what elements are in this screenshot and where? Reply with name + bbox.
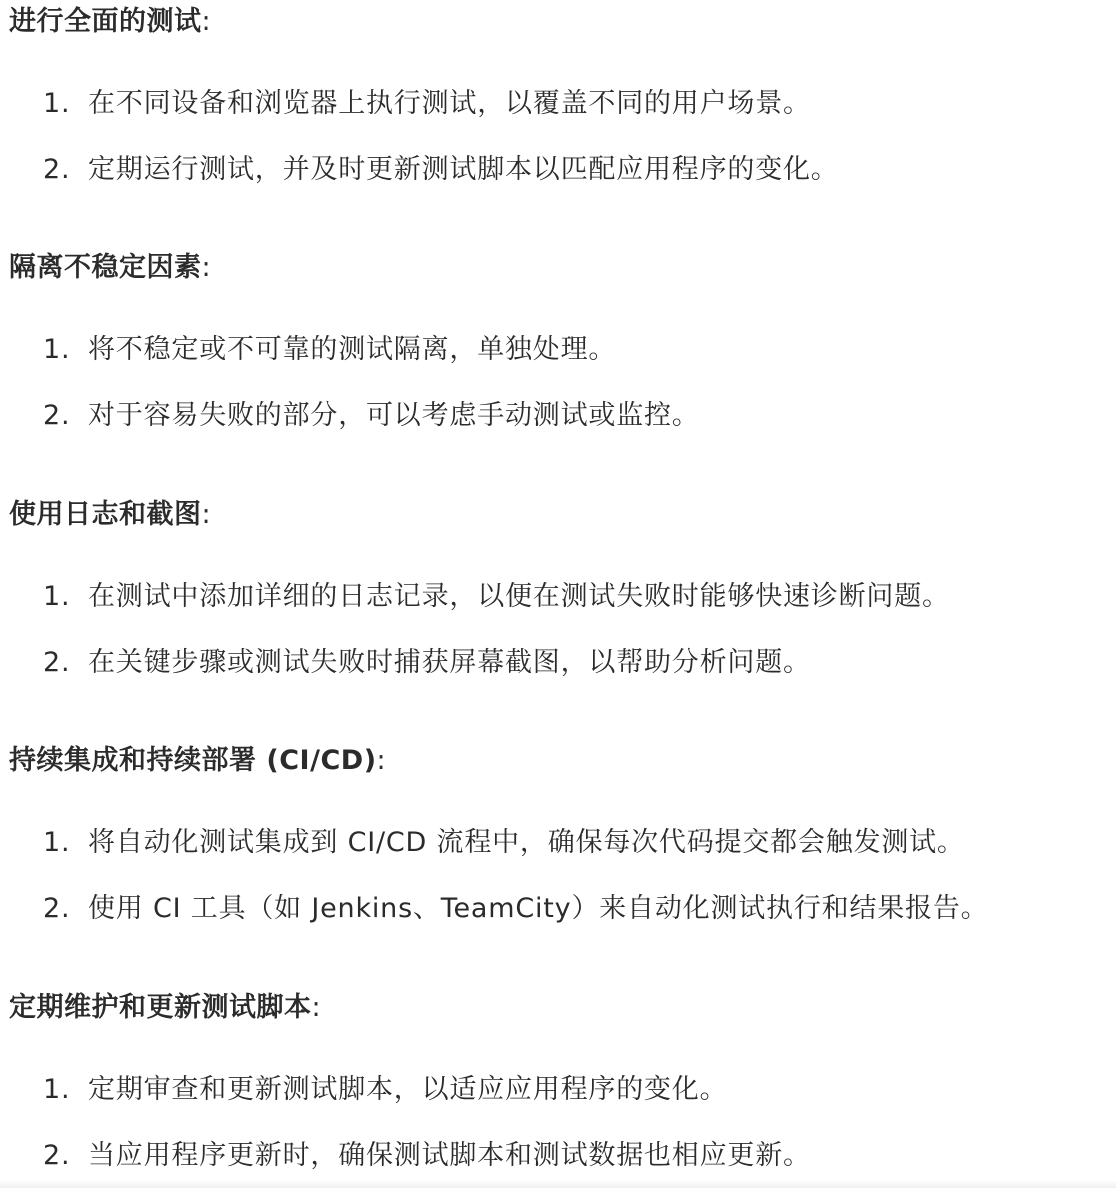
list-item: 2. 当应用程序更新时，确保测试脚本和测试数据也相应更新。 <box>43 1140 811 1171</box>
section-title: 定期维护和更新测试脚本: <box>9 992 322 1023</box>
section-comprehensive-testing <box>9 2 1109 185</box>
section-title: 进行全面的测试: <box>9 6 212 37</box>
section-maintain-scripts <box>9 988 1109 1171</box>
section-logs-screenshots <box>9 495 1109 678</box>
list-item: 1. 将不稳定或不可靠的测试隔离，单独处理。 <box>43 334 617 365</box>
section-title: 隔离不稳定因素: <box>9 252 212 283</box>
section-title: 使用日志和截图: <box>9 499 212 530</box>
bottom-edge-shadow <box>0 1180 1116 1188</box>
list-item: 1. 在不同设备和浏览器上执行测试，以覆盖不同的用户场景。 <box>43 88 811 119</box>
list-item: 2. 在关键步骤或测试失败时捕获屏幕截图，以帮助分析问题。 <box>43 647 811 678</box>
list-item: 2. 对于容易失败的部分，可以考虑手动测试或监控。 <box>43 400 700 431</box>
list-item: 1. 在测试中添加详细的日志记录，以便在测试失败时能够快速诊断问题。 <box>43 581 950 612</box>
list-item: 1. 定期审查和更新测试脚本，以适应应用程序的变化。 <box>43 1074 728 1105</box>
section-ci-cd <box>9 741 1109 924</box>
list-item: 2. 使用 CI 工具（如 Jenkins、TeamCity）来自动化测试执行和结果报告。 <box>43 893 989 924</box>
section-title: 持续集成和持续部署 (CI/CD): <box>9 745 387 776</box>
list-item: 2. 定期运行测试，并及时更新测试脚本以匹配应用程序的变化。 <box>43 154 839 185</box>
list-item: 1. 将自动化测试集成到 CI/CD 流程中，确保每次代码提交都会触发测试。 <box>43 827 965 858</box>
section-isolate-instability <box>9 248 1109 431</box>
